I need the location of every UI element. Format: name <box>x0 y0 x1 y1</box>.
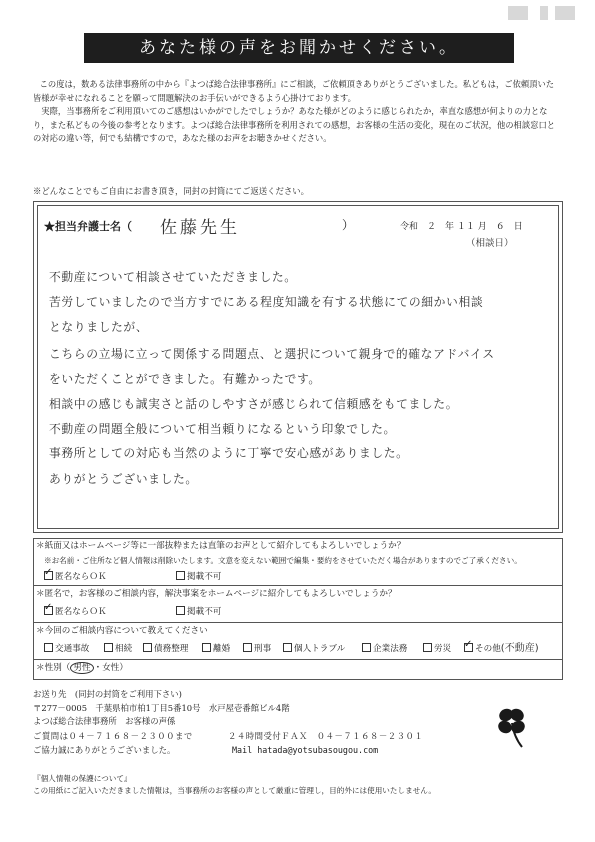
gender-separator: ・ <box>93 663 103 673</box>
q3-option-inheritance[interactable] <box>104 643 132 655</box>
checkbox-icon[interactable] <box>423 643 432 652</box>
privacy-title: 『個人情報の保護について』 <box>33 774 132 783</box>
office-name: よつば総合法律事務所 お客様の声係 <box>33 716 176 726</box>
handwriting-line: 事務所としての対応も当然のように丁寧で安心感がありました。 <box>49 446 409 460</box>
q2-question: ＊匿名で，お客様のご相談内容，解決事案をホームページに紹介してもよろしいでしょうか？ <box>36 589 397 599</box>
q3-option-corporate[interactable] <box>362 643 407 655</box>
checkbox-icon[interactable] <box>104 643 113 652</box>
option-label: 匿名ならＯＫ <box>55 572 107 582</box>
q2-option-no-publish[interactable] <box>176 606 221 618</box>
intro-text <box>33 78 561 146</box>
consult-date-field[interactable]: 令和 ２ 年 １１ 月 ６ 日 <box>400 222 523 232</box>
handwriting-line: 不動産の問題全般について相当頼りになるという印象でした。 <box>49 422 396 436</box>
q3-option-other[interactable] <box>464 643 539 655</box>
handwriting-line: となりましたが、 <box>49 320 149 334</box>
clover-logo-icon <box>492 703 532 749</box>
mail-address: Mail hatada@yotsubasougou.com <box>232 745 379 755</box>
q2-option-anonymous-ok[interactable] <box>44 606 107 618</box>
checkbox-checked-icon[interactable] <box>464 643 473 652</box>
redaction-block <box>540 6 548 20</box>
gender-female-option[interactable]: 女性 <box>102 663 120 673</box>
notice-text: ※どんなことでもご自由にお書き頂き，同封の封筒にてご返送ください。 <box>33 186 310 196</box>
divider <box>33 585 562 586</box>
consult-date-sub: （相談日） <box>466 238 514 249</box>
handwriting-line: こちらの立場に立って関係する問題点、と選択について親身で的確なアドバイス <box>49 347 495 361</box>
send-to-label: お送り先 (同封の封筒をご利用下さい) <box>33 689 182 699</box>
question-tel: ご質問は０４－７１６８－２３００まで <box>33 731 193 741</box>
postal-address: 〒277－0005 千葉県柏市柏1丁目5番10号 水戸屋壱番館ビル4階 <box>33 703 290 713</box>
option-label: 相続 <box>115 644 133 654</box>
lawyer-label: ★担当弁護士名（ <box>44 220 132 233</box>
redaction-block <box>555 6 575 20</box>
handwriting-line: をいただくことができました。有難かったです。 <box>49 372 321 386</box>
other-value: (不動産) <box>500 643 539 654</box>
redaction-block <box>508 6 528 20</box>
handwriting-line: ありがとうございました。 <box>49 472 198 486</box>
checkbox-icon[interactable] <box>283 643 292 652</box>
option-label: 掲載不可 <box>187 607 222 617</box>
q3-option-personal[interactable] <box>283 643 345 655</box>
divider <box>33 659 562 660</box>
option-label: 匿名ならＯＫ <box>55 607 107 617</box>
option-label: 掲載不可 <box>187 572 222 582</box>
q3-option-divorce[interactable] <box>202 643 230 655</box>
gender-label: ＊性別（ <box>36 663 71 673</box>
q1-note: ※お名前・ご住所など個人情報は削除いたします。文意を変えない範囲で編集・要約をさせていただく場合がありますのでご了承ください。 <box>44 556 522 565</box>
checkbox-icon[interactable] <box>44 643 53 652</box>
option-label: 労災 <box>434 644 452 654</box>
intro-paragraph: この度は，数ある法律事務所の中から『よつば総合法律事務所』にご相談，ご依頼頂きありがとうございました。私どもは，ご依頼頂いた皆様が幸せになれることを願って問題解決のお手伝いができるよう心掛けております。 <box>33 79 555 103</box>
checkbox-icon[interactable] <box>143 643 152 652</box>
checkbox-checked-icon[interactable] <box>44 606 53 615</box>
option-label: その他 <box>475 644 501 654</box>
q3-option-traffic[interactable] <box>44 643 89 655</box>
q3-option-criminal[interactable] <box>243 643 271 655</box>
checkbox-icon[interactable] <box>176 571 185 580</box>
option-label: 債務整理 <box>154 644 189 654</box>
checkbox-checked-icon[interactable] <box>44 571 53 580</box>
handwriting-line: 相談中の感じも誠実さと話のしやすさが感じられて信頼感をもてました。 <box>49 397 459 411</box>
q3-option-labor[interactable] <box>423 643 451 655</box>
option-label: 刑事 <box>254 644 272 654</box>
q3-question: ＊今回のご相談内容について教えてください <box>36 626 208 636</box>
lawyer-name-field[interactable]: 佐藤先生 <box>160 218 240 238</box>
q1-option-anonymous-ok[interactable] <box>44 571 107 583</box>
checkbox-icon[interactable] <box>202 643 211 652</box>
checkbox-icon[interactable] <box>243 643 252 652</box>
privacy-text: この用紙にご記入いただきました情報は，当事務所のお客様の声として厳重に管理し，目的外には使用いたしません。 <box>33 786 436 795</box>
lawyer-paren: ） <box>342 218 355 232</box>
intro-paragraph: 実際，当事務所をご利用頂いてのご感想はいかがでしたでしょうか？あなた様がどのように感じられたか，率直な感想が何よりの力となり，また私どもの今後の参考となります。よつば総合法律事務所を利用されての感想，お客様の生活の変化，現在のご状況，他の相談窓口との対応の違い等，何でも結構ですので，あなた様のお声をお聴きかせください。 <box>33 106 556 143</box>
divider <box>33 622 562 623</box>
page-banner: あなた様の声をお聞かせください。 <box>84 33 514 63</box>
option-label: 離婚 <box>213 644 231 654</box>
thanks-text: ご協力誠にありがとうございました。 <box>33 745 176 755</box>
q1-option-no-publish[interactable] <box>176 571 221 583</box>
option-label: 企業法務 <box>373 644 408 654</box>
gender-close: ） <box>119 663 129 673</box>
q3-option-debt[interactable] <box>143 643 188 655</box>
option-label: 個人トラブル <box>294 644 346 654</box>
fax-number: ２４時間受付ＦＡＸ ０４－７１６８－２３０１ <box>228 731 424 741</box>
q4-gender <box>36 663 128 674</box>
option-label: 交通事故 <box>55 644 90 654</box>
q1-question: ＊紙面又はホームページ等に一部抜粋または直筆のお声として紹介してもよろしいでしょうか？ <box>36 541 406 551</box>
handwriting-line: 苦労していましたので当方すでにある程度知識を有する状態にての細かい相談 <box>49 295 484 309</box>
handwriting-line: 不動産について相談させていただきました。 <box>49 270 297 284</box>
checkbox-icon[interactable] <box>176 606 185 615</box>
checkbox-icon[interactable] <box>362 643 371 652</box>
gender-male-option[interactable]: 男性 <box>70 662 93 674</box>
